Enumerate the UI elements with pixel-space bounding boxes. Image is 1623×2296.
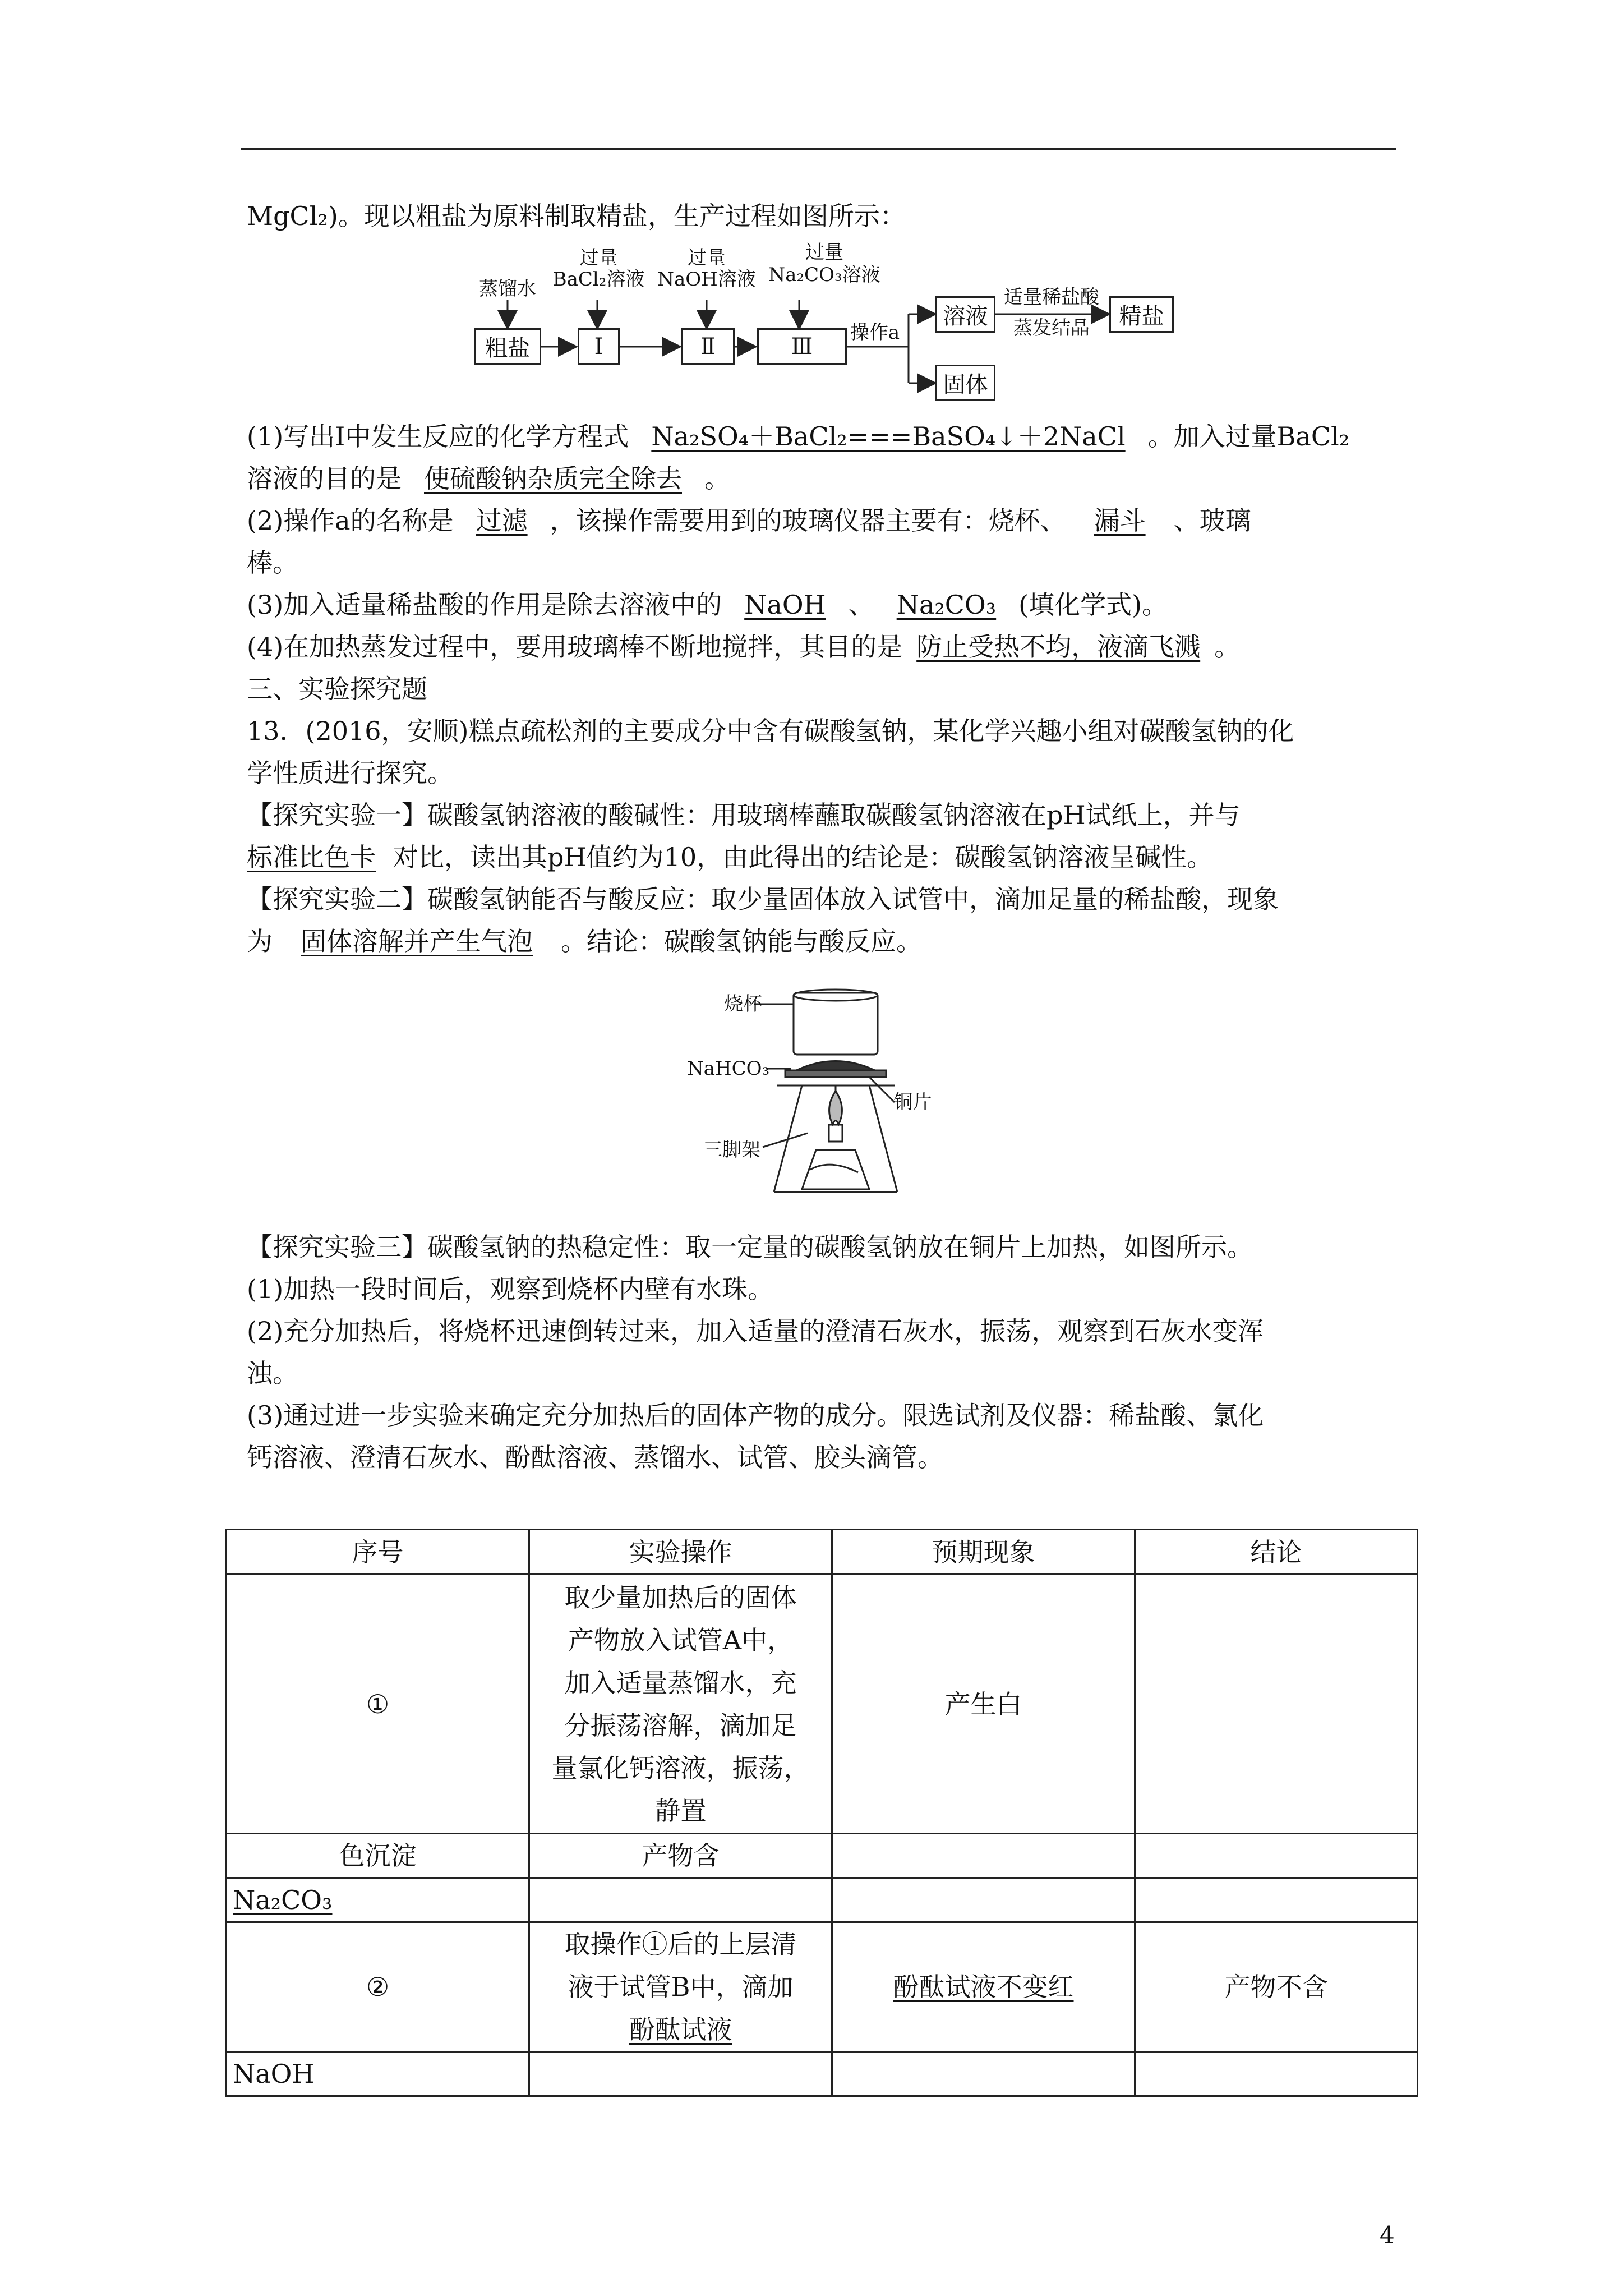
row3-answer: Na₂CO₃: [233, 1885, 333, 1915]
flow-label-naoh-2: NaOH溶液: [657, 268, 756, 291]
flow-label-naoh-1: 过量: [688, 247, 726, 269]
intro-text: MgCl₂)。现以粗盐为原料制取精盐，生产过程如图所示：: [247, 201, 906, 231]
row2-c1: 色沉淀: [227, 1834, 529, 1878]
table-row: [227, 1834, 1418, 1878]
table-row: [227, 1922, 1418, 2052]
table-row: [227, 1575, 1418, 1834]
table-header-row: [227, 1530, 1418, 1575]
q2-line1: (2)操作a的名称是 过滤 ，该操作需要用到的玻璃仪器主要有：烧杯、 漏斗 、玻璃: [247, 504, 1251, 537]
section-3-heading: 三、实验探究题: [247, 674, 427, 704]
flow-label-na2co3-2: Na₂CO₃溶液: [768, 264, 880, 286]
exp2-answer: 固体溶解并产生气泡: [301, 926, 533, 956]
exp3-step3a: (3)通过进一步实验来确定充分加热后的固体产物的成分。限选试剂及仪器：稀盐酸、氯化: [247, 1400, 1264, 1430]
row4-conclusion: 产物不含: [1135, 1922, 1418, 2052]
header-conclusion: 结论: [1135, 1530, 1418, 1575]
table-row: [227, 1878, 1418, 1922]
flow-label-hcl: 适量稀盐酸: [1004, 286, 1099, 309]
exp1-line1: 【探究实验一】碳酸氢钠溶液的酸碱性：用玻璃棒蘸取碳酸氢钠溶液在pH试纸上，并与: [247, 800, 1241, 830]
page-number: 4: [1380, 2221, 1395, 2249]
q2-answer-filter: 过滤: [476, 505, 528, 536]
header-phenomenon: 预期现象: [832, 1530, 1135, 1575]
flow-box-step-3: Ⅲ: [757, 328, 847, 365]
flow-box-solid: 固体: [935, 365, 995, 401]
exp2-line1: 【探究实验二】碳酸氢钠能否与酸反应：取少量固体放入试管中，滴加足量的稀盐酸，现象: [247, 884, 1279, 914]
row4-phenomenon: [832, 1922, 1135, 2052]
experiment-table: [225, 1529, 1418, 2097]
flow-label-op-a: 操作a: [850, 321, 900, 344]
flow-label-water: 蒸馏水: [479, 278, 536, 300]
flow-label-bacl2-1: 过量: [579, 247, 618, 269]
row4-index: ②: [227, 1922, 529, 2052]
exp3-line1: 【探究实验三】碳酸氢钠的热稳定性：取一定量的碳酸氢钠放在铜片上加热，如图所示。: [247, 1232, 1253, 1262]
label-beaker: 烧杯: [724, 993, 762, 1015]
exp3-step2b: 浊。: [247, 1358, 298, 1388]
row4-phenomenon-answer: 酚酞试液不变红: [893, 1972, 1074, 2002]
q3-answer-naoh: NaOH: [744, 590, 826, 620]
flow-label-na2co3-1: 过量: [805, 241, 843, 264]
row1-index: ①: [227, 1575, 529, 1834]
q13-line1: 13．(2016，安顺)糕点疏松剂的主要成分中含有碳酸氢钠，某化学兴趣小组对碳酸氢钠的化: [247, 716, 1294, 746]
exp1-answer: 标准比色卡: [247, 842, 376, 872]
row1-operation: 取少量加热后的固体 产物放入试管A中， 加入适量蒸馏水，充 分振荡溶解，滴加足 量氯化钙溶液，振荡， 静置: [529, 1575, 832, 1834]
label-tripod: 三脚架: [703, 1139, 760, 1161]
q13-line2: 学性质进行探究。: [247, 758, 453, 788]
flow-box-step-2: Ⅱ: [681, 328, 735, 365]
row2-c2: 产物含: [529, 1834, 832, 1878]
row1-conclusion: [1135, 1575, 1418, 1834]
flow-box-solution: 溶液: [935, 296, 995, 333]
flow-label-evaporate: 蒸发结晶: [1013, 317, 1090, 339]
exp3-step1: (1)加热一段时间后，观察到烧杯内壁有水珠。: [247, 1274, 774, 1304]
flow-box-step-1: Ⅰ: [578, 328, 620, 365]
q4-line: (4)在加热蒸发过程中，要用玻璃棒不断地搅拌，其目的是 防止受热不均，液滴飞溅 。: [247, 630, 1240, 664]
flow-box-refined-salt: 精盐: [1109, 296, 1174, 333]
exp2-line2: 为 固体溶解并产生气泡 。结论：碳酸氢钠能与酸反应。: [247, 924, 922, 958]
q3-line: (3)加入适量稀盐酸的作用是除去溶液中的 NaOH 、 Na₂CO₃ (填化学式)。: [247, 588, 1168, 622]
flow-label-bacl2-2: BaCl₂溶液: [552, 268, 645, 291]
exp1-line2: 标准比色卡 对比，读出其pH值约为10，由此得出的结论是：碳酸氢钠溶液呈碱性。: [247, 840, 1212, 874]
q2-line2: 棒。: [247, 547, 298, 578]
row4-operation: 取操作①后的上层清 液于试管B中，滴加 酚酞试液: [529, 1922, 832, 2052]
row5-c1: NaOH: [227, 2052, 529, 2096]
q1-answer-purpose: 使硫酸钠杂质完全除去: [424, 463, 682, 494]
row1-phenomenon: 产生白: [832, 1575, 1135, 1834]
header-operation: 实验操作: [529, 1530, 832, 1575]
q1-answer-equation: Na₂SO₄＋BaCl₂===BaSO₄↓＋2NaCl: [651, 421, 1126, 452]
q1-line2: 溶液的目的是 使硫酸钠杂质完全除去 。: [247, 462, 730, 495]
q1-line1: (1)写出Ⅰ中发生反应的化学方程式 Na₂SO₄＋BaCl₂===BaSO₄↓＋2NaCl 。加入过量BaCl₂: [247, 420, 1349, 453]
exp3-step2a: (2)充分加热后，将烧杯迅速倒转过来，加入适量的澄清石灰水，振荡，观察到石灰水变浑: [247, 1316, 1264, 1346]
q4-answer: 防止受热不均，液滴飞溅: [916, 632, 1201, 662]
header-index: 序号: [227, 1530, 529, 1575]
table-row: [227, 2052, 1418, 2096]
q2-answer-funnel: 漏斗: [1094, 505, 1146, 536]
flow-box-crude-salt: 粗盐: [474, 328, 541, 365]
label-nahco3: NaHCO₃: [687, 1057, 770, 1080]
q3-answer-na2co3: Na₂CO₃: [896, 590, 997, 620]
label-copper-plate: 铜片: [893, 1091, 932, 1114]
row4-operation-answer: 酚酞试液: [629, 2014, 732, 2045]
exp3-step3b: 钙溶液、澄清石灰水、酚酞溶液、蒸馏水、试管、胶头滴管。: [247, 1442, 943, 1473]
